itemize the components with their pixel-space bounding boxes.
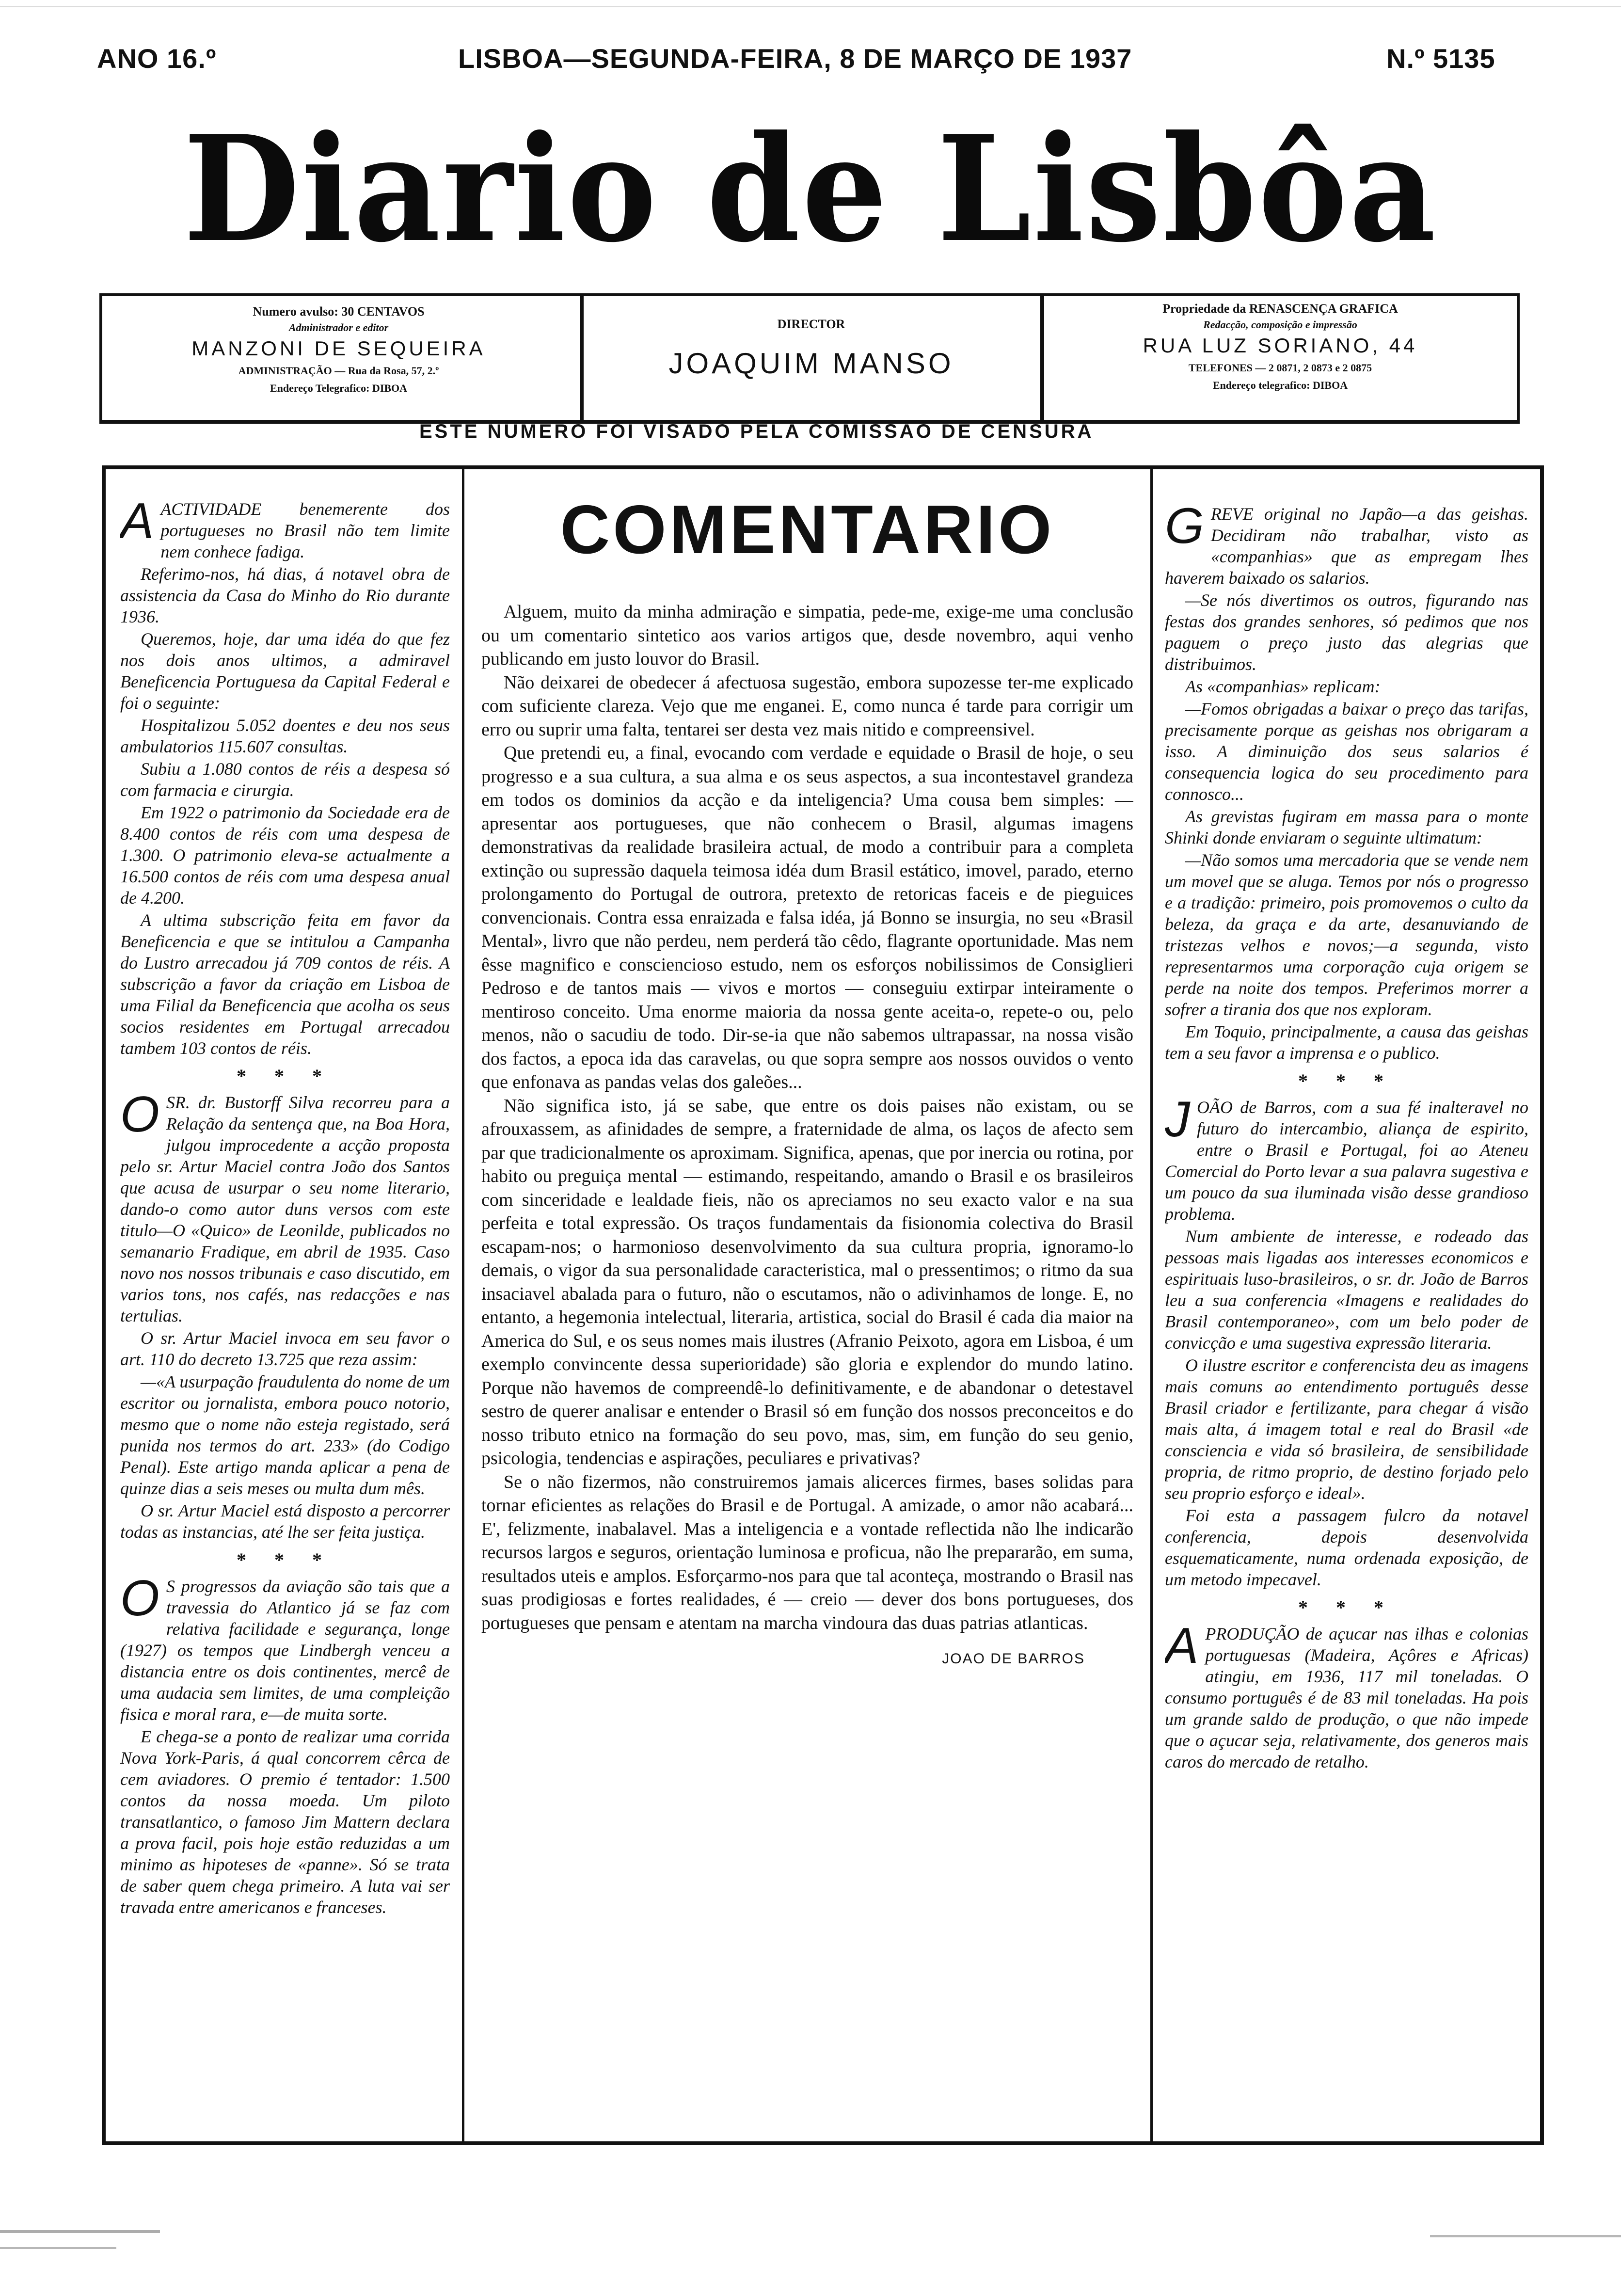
- band-left: [102, 296, 575, 420]
- issue-number: N.º 5135: [1386, 43, 1495, 74]
- paragraph: Não significa isto, já se sabe, que entre os dois paises não existam, ou se afrouxassem, as afinidades de sempre, a fraternidade de alma, os laços de afecto sem par que tradicionalmente os aproximam. Significa, apenas, que por inercia ou rotina, por habito ou preguiça mental — estimando, respeitando, amando o Brasil e os brasileiros com sinceridade e lealdade fieis, não os apreciamos no seu exacto valor e na sua perfeita e total expressão. Os traços fundamentais da fisionomia colectiva do Brasil escapam-nos; o harmonioso desenvolvimento da sua cultura propria, ignoramo-lo demais, o vigor da sua personalidade caracteristica, mal o pressentimos; o ritmo da sua insaciavel abalada para o futuro, não o escutamos, não o adivinhamos de longe. E, no entanto, a hegemonia intelectual, literaria, artistica, social do Brasil é cada dia maior na America do Sul, e os seus nomes mais ilustres (Afranio Peixoto, agora em Lisboa, é um exemplo convincente dessa superioridade) são gloria e explendor do mundo latino. Porque não havemos de compreendê-lo definitivamente, e de abandonar o detestavel sestro de querer analisar e entender o Brasil só em função dos nossos preconceitos e do nosso tributo etnico na formação do seu povo, mas, sim, em função do seu genio, psicologia, tendencias e aspirações, peculiares e privativas?: [481, 1095, 1133, 1468]
- dropcap: A: [120, 498, 154, 549]
- paragraph: Não deixarei de obedecer á afectuosa sugestão, embora supozesse ter-me explicado com suficiente clareza. Vejo que me enganei. E, como nunca é tarde para corrigir um erro ou suprir uma falta, tentarei ser desta vez mais nitido e compreensivel.: [481, 672, 1133, 740]
- info-band: [99, 293, 1520, 424]
- dropcap: A: [1165, 1618, 1199, 1674]
- censorship-notice: ESTE NUMERO FOI VISADO PELA COMISSAO DE CENSURA: [419, 421, 1094, 442]
- paragraph: Foi esta a passagem fulcro da notavel conferencia, depois desenvolvida esquematicamente, numa ordenada exposição, de um metodo impecavel.: [1165, 1506, 1528, 1589]
- band-right: [1048, 296, 1513, 420]
- scan-noise: [0, 2230, 160, 2233]
- right-column: [1165, 503, 1528, 2132]
- paragraph: O sr. Artur Maciel invoca em seu favor o art. 110 do decreto 13.725 que reza assim:: [120, 1328, 450, 1369]
- right-item-2: JOÃO de Barros, com a sua fé inalteravel no futuro do intercambio, aliança de espirito, entre o Brasil e Portugal, foi ao Ateneu Comercial do Porto levar a sua palavra sugestiva e um pouco da sua iluminada visão desse grandioso problema.: [1165, 1091, 1528, 1224]
- paragraph: O sr. Artur Maciel está disposto a percorrer todas as instancias, até lhe ser feita justiça.: [120, 1501, 450, 1542]
- paragraph: Se o não fizermos, não construiremos jamais alicerces firmes, bases solidas para tornar eficientes as relações do Brasil e de Portugal. A amizade, o amor não acabará... E', felizmente, inabalavel. Mas a inteligencia e a vontade reflectida não lhe indicarão recursos largos e seguros, orientação luminosa e proficua, não lhe prepararão, em suma, resultados uteis e amplos. Esforçarmo-nos para que tal aconteça, mostrando o Brasil nas suas prodigiosas e fortes realidades, é — creio — dever dos bons portugueses, dos portugueses que pensam e atentam na marcha vindoura das duas patrias atlanticas.: [481, 1471, 1133, 1633]
- admin-label: Administrador e editor: [288, 321, 389, 334]
- paragraph: O ilustre escritor e conferencista deu as imagens mais comuns ao entendimento português desse Brasil criador e fertilizante, para chegar á visão mais alta, á imagem total e real do Brasil «de consciencia e vida só brasileira, de sensibilidade propria, de ritmo proprio, de destino forjado pelo seu proprio esforço e ideal».: [1165, 1355, 1528, 1503]
- band-divider-right: [1040, 296, 1044, 420]
- paragraph: Em 1922 o patrimonio da Sociedade era de 8.400 contos de réis com uma despesa de 1.300. O patrimonio eleva-se actualmente a 16.500 contos de réis com uma despesa anual de 4.200.: [120, 803, 450, 908]
- separator-stars: * * *: [1298, 1070, 1395, 1092]
- left-telegraph: Endereço Telegrafico: DIBOA: [270, 382, 408, 394]
- paragraph: Alguem, muito da minha admiração e simpatia, pede-me, exige-me uma conclusão ou um comentario sintetico aos varios artigos que, desde novembro, aqui venho publicando em justo louvor do Brasil.: [481, 602, 1133, 669]
- separator-stars: * * *: [237, 1549, 334, 1571]
- price: Numero avulso: 30 CENTAVOS: [253, 304, 425, 319]
- paragraph: Que pretendi eu, a final, evocando com verdade e equidade o Brasil de hoje, o seu progresso e a sua cultura, a sua alma e os seus aspectos, a sua incontestavel grandeza em todos os dominios da acção e da inteligencia? Uma cousa bem simples: — apresentar aos portugueses, que não conhecem o Brasil, algumas imagens demonstrativas da realidade brasileira actual, de modo a contribuir para a completa extinção ou supressão daquela teimosa idéa dum Brasil estático, imovel, parado, eterno prolongamento do Portugal de outrora, pretexto de retoricas faceis e de pieguices convencionais. Contra essa enraizada e falsa idéa, já Bonno se insurgia, no seu «Brasil Mental», livro que não perdeu, nem perderá tão cêdo, flagrante oportunidade. Mas nem êsse magnifico e consciencioso estudo, nem os esforços nobilissimos de Consiglieri Pedroso e de tantos mais — vivos e mortos — conseguiu extirpar inteiramente o mentiroso conceito. Uma enorme maioria da nossa gente aceita-o, repete-o ou, pelo menos, não o sacudiu de todo. Dir-se-ia que não sabemos ultrapassar, na nossa visão dos factos, a epoca ida das caravelas, ou que sopra sempre aos nossos ouvidos o vento que enfonava as pandas velas dos galeões...: [481, 743, 1133, 1092]
- paragraph: Num ambiente de interesse, e rodeado das pessoas mais ligadas aos interesses economicos e espirituais luso-brasileiros, o sr. dr. João de Barros leu a sua conferencia «Imagens e realidades do Brasil contemporaneo», com um belo poder de convicção e uma sugestiva expressão literaria.: [1165, 1227, 1528, 1353]
- admin-address: ADMINISTRAÇÃO — Rua da Rosa, 57, 2.º: [238, 365, 439, 377]
- masthead: [0, 97, 1621, 281]
- left-item-1: AACTIVIDADE benemerente dos portugueses no Brasil não tem limite nem conhece fadiga.: [120, 498, 450, 561]
- paragraph: —«A usurpação fraudulenta do nome de um escritor ou jornalista, embora pouco notorio, mesmo que o nome não esteja registado, será punida nos termos do art. 233» (do Codigo Penal). Este artigo manda aplicar a pena de quinze dias a seis meses ou multa dum mês.: [120, 1372, 450, 1498]
- newsroom-address: RUA LUZ SORIANO, 44: [1143, 334, 1418, 357]
- paragraph: Queremos, hoje, dar uma idéa do que fez nos dois anos ultimos, a admiravel Beneficencia Portuguesa da Capital Federal e foi o seguinte:: [120, 629, 450, 713]
- paragraph: As grevistas fugiram em massa para o monte Shinki donde enviaram o seguinte ultimatum:: [1165, 807, 1528, 847]
- paragraph: Hospitalizou 5.052 doentes e deu nos seus ambulatorios 115.607 consultas.: [120, 716, 450, 756]
- left-item-3: O S progressos da aviação são tais que a travessia do Atlantico já se faz com relativa facilidade e segurança, longe (1927) os tempos que Lindbergh venceu a distancia entre os dois continentes, mercê de uma audacia sem limites, de uma compleição fisica e moral rara, e—de muita sorte.: [120, 1570, 450, 1724]
- column-rule-right: [1150, 469, 1153, 2141]
- dropcap: G: [1165, 503, 1204, 554]
- scan-noise: [1430, 2235, 1621, 2237]
- dropcap: O: [120, 1570, 159, 1626]
- right-item-1: GREVE original no Japão—a das geishas. Decidiram não trabalhar, visto as «companhias» que as empregam lhes haverem baixado os salarios.: [1165, 503, 1528, 588]
- article-title: COMENTARIO: [560, 491, 1055, 568]
- center-column: [481, 489, 1133, 2137]
- dateline: LISBOA—SEGUNDA-FEIRA, 8 DE MARÇO DE 1937: [458, 43, 1132, 74]
- dropcap: J: [1165, 1091, 1190, 1148]
- separator-stars: * * *: [237, 1065, 334, 1087]
- left-item-2: OSR. dr. Bustorff Silva recorreu para a Relação da sentença que, na Boa Hora, julgou improcedente a acção proposta pelo sr. Artur Maciel contra João dos Santos que acusa de usurpar o seu nome literario, dando-o como autor duns versos com este titulo—O «Quico» de Leonilde, publicados no semanario Fradique, em abril de 1935. Caso novo nos nossos tribunais e caso discutido, em varios tons, nos cafés, nas redacções e nas tertulias.: [120, 1086, 450, 1325]
- dropcap: O: [120, 1086, 159, 1143]
- left-column: [120, 498, 450, 2137]
- band-divider-left: [580, 296, 584, 420]
- right-telegraph: Endereço telegrafico: DIBOA: [1212, 379, 1348, 391]
- paragraph: A ultima subscrição feita em favor da Beneficencia e que se intitulou a Campanha do Lustro arrecadou já 709 contos de réis. A subscrição a favor da criação em Lisboa de uma Filial da Beneficencia que acolha os seus socios residentes em Portugal arrecadou tambem 103 contos de réis.: [120, 910, 450, 1058]
- paragraph: E chega-se a ponto de realizar uma corrida Nova York-Paris, á qual concorrem cêrca de cem aviadores. O premio é tentador: 1.500 contos da nossa moeda. Um piloto transatlantico, o famoso Jim Mattern declara a prova facil, pois hoje estão reduzidas a um minimo as hipoteses de «panne». Só se trata de saber quem chega primeiro. A luta vai ser travada entre americanos e franceses.: [120, 1727, 450, 1917]
- year-label: ANO 16.º: [97, 43, 217, 74]
- services: Redacção, composição e impressão: [1203, 319, 1357, 331]
- band-center: [587, 296, 1035, 420]
- scan-noise: [0, 2247, 116, 2249]
- article-signature: JOAO DE BARROS: [942, 1651, 1085, 1667]
- director-label: DIRECTOR: [777, 317, 845, 331]
- paragraph: Em Toquio, principalmente, a causa das geishas tem a seu favor a imprensa e o publico.: [1165, 1022, 1528, 1063]
- paragraph: —Não somos uma mercadoria que se vende nem um movel que se aluga. Temos por nós o progresso e a tradição: primeiro, pois promovemos o culto da beleza, da graça e da arte, desanuviando de tristezas velhos e novos;—a segunda, visto representarmos uma corporação cuja origem se perde na noite dos tempos. Preferimos morrer a sofrer a tirania dos que nos exploram.: [1165, 850, 1528, 1019]
- paragraph: As «companhias» replicam:: [1185, 677, 1381, 696]
- admin-name: MANZONI DE SEQUEIRA: [191, 337, 486, 360]
- paragraph: Subiu a 1.080 contos de réis a despesa só com farmacia e cirurgia.: [120, 759, 450, 800]
- right-item-3: APRODUÇÃO de açucar nas ilhas e colonias portuguesas (Madeira, Açôres e Africas) atingiu, em 1936, 117 mil toneladas. O consumo português é de 83 mil toneladas. Ha pois um grande saldo de produção, o que não impede que o açucar seja, relativamente, dos generos mais caros do mercado de retalho.: [1165, 1618, 1528, 1771]
- scan-noise: [0, 6, 1621, 7]
- phones: TELEFONES — 2 0871, 2 0873 e 2 0875: [1188, 362, 1372, 374]
- column-rule-left: [462, 469, 464, 2141]
- paragraph: —Fomos obrigadas a baixar o preço das tarifas, precisamente porque as geishas nos obrigaram a isso. A diminuição dos seus salarios é consequencia logica do seu procedimento para connosco...: [1165, 699, 1528, 804]
- main-frame: [102, 465, 1544, 2145]
- separator-stars: * * *: [1298, 1596, 1395, 1618]
- owner: Propriedade da RENASCENÇA GRAFICA: [1162, 302, 1398, 316]
- paragraph: —Se nós divertimos os outros, figurando nas festas dos grandes senhores, só pedimos que nos paguem o preço justo das alegrias que distribuimos.: [1165, 590, 1528, 674]
- director-name: JOAQUIM MANSO: [668, 347, 954, 380]
- masthead-title: Diario de Lisbôa: [183, 103, 1438, 274]
- paragraph: Referimo-nos, há dias, á notavel obra de assistencia da Casa do Minho do Rio durante 1936.: [120, 564, 450, 626]
